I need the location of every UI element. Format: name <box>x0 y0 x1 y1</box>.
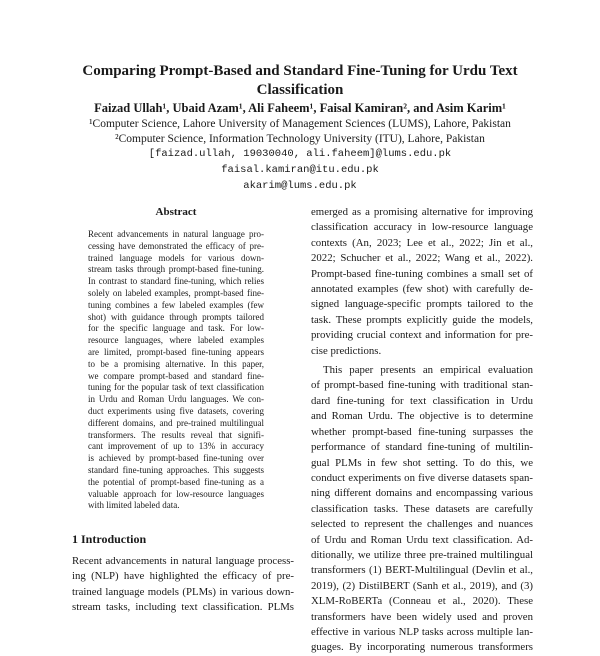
abstract-line: cant improvement of up to 13% in accuracy <box>88 441 264 452</box>
abstract-line: trained language models for various down- <box>88 252 264 263</box>
abstract-line: solely on labeled examples, prompt-based fine- <box>88 287 264 298</box>
title-line: Comparing Prompt-Based and Standard Fine-Tuning for Urdu Text <box>82 63 518 79</box>
abstract-line: shot) with guidance through prompts tailored <box>88 311 264 322</box>
abstract-line: Recent advancements in natural language pro- <box>88 229 264 239</box>
body-line: gual PLMs in few shot setting. To do this, we <box>311 456 533 469</box>
body-line: Recent advancements in natural language process- <box>72 555 294 567</box>
body-line: task. These prompts explicitly guide the models, <box>311 313 533 326</box>
abstract-body <box>88 229 264 512</box>
abstract-line: in Urdu and Roman Urdu languages. We con- <box>88 394 264 405</box>
body-line: XLM-RoBERTa (Conneau et al., 2020). These <box>311 595 533 608</box>
abstract-line: In contrast to standard fine-tuning, which relies <box>88 276 264 287</box>
body-line: providing crucial context and information for pre- <box>311 329 533 342</box>
abstract-line: valuable approach for low-resource languages <box>88 488 264 499</box>
abstract-line: duct experiments using five datasets, covering <box>88 405 264 416</box>
email-line: akarim@lums.edu.pk <box>243 180 357 192</box>
abstract-line: to be a promising alternative. In this paper, <box>88 358 264 369</box>
body-line: performance of standard fine-tuning of multilin- <box>311 441 533 454</box>
title-line: Classification <box>256 82 344 98</box>
body-line: Prompt-based fine-tuning combines a small set of <box>311 267 533 280</box>
abstract-line: cessing have demonstrated the efficacy of pre- <box>88 240 264 251</box>
email-line: [faizad.ullah, 19030040, ali.faheem]@lums.edu.pk <box>148 148 452 160</box>
body-line: transformers have been widely used and proven <box>311 610 533 623</box>
email-line: faisal.kamiran@itu.edu.pk <box>221 164 379 176</box>
paper-title <box>60 62 540 100</box>
author-list: Faizad Ullah¹, Ubaid Azam¹, Ali Faheem¹, Faisal Kamiran², and Asim Karim¹ <box>94 101 506 115</box>
body-line: contexts (An, 2023; Lee et al., 2022; Jin et al., <box>311 236 533 249</box>
body-line: emerged as a promising alternative for improving <box>311 206 533 218</box>
affiliation-2: ²Computer Science, Information Technology University (ITU), Lahore, Pakistan <box>115 133 485 145</box>
body-line: classification accuracy in low-resource language <box>311 221 533 234</box>
right-column-body <box>311 205 533 656</box>
body-line: whether prompt-based fine-tuning surpasses the <box>311 425 533 438</box>
body-line: transformers (1) BERT-Multilingual (Devlin et al., <box>311 564 533 577</box>
body-line: and Roman Urdu. The objective is to determine <box>311 410 533 423</box>
abstract-line: the potential of prompt-based fine-tuning as a <box>88 476 264 487</box>
body-line: dard fine-tuning for text classification in Urdu <box>311 394 533 407</box>
body-line: ing (NLP) have highlighted the efficacy of pre- <box>72 570 294 583</box>
body-line: effective in various NLP tasks across multiple lan- <box>311 625 533 638</box>
abstract-line: resource languages, where labeled examples <box>88 335 264 346</box>
body-line: ning different domains and encompassing various <box>311 487 533 500</box>
body-line: guages. By incorporating numerous transformers <box>311 641 533 654</box>
body-line: selected to represent the challenges and nuances <box>311 518 533 531</box>
body-line: stream tasks, including text classification. PLMs <box>72 601 294 614</box>
body-line: conduct experiments on five diverse datasets span- <box>311 471 533 484</box>
body-line: cise predictions. <box>311 344 382 357</box>
body-line: classification tasks. These datasets are carefully <box>311 502 533 515</box>
abstract-line: standard fine-tuning approaches. This suggests <box>88 464 264 475</box>
body-line: 2019), (2) DistilBERT (Sanh et al., 2019), and (3) <box>311 579 533 592</box>
abstract-line: tuning combines a few labeled examples (few <box>88 299 264 310</box>
introduction-body <box>72 554 294 616</box>
section-heading-introduction: 1 Introduction <box>72 532 147 546</box>
abstract-line: different domains, and pre-trained multilingual <box>88 417 264 428</box>
body-line: trained language models (PLMs) in various down- <box>72 585 294 598</box>
abstract-heading: Abstract <box>155 206 197 218</box>
abstract-line: for the specific language and task. For low- <box>88 323 264 334</box>
body-line: 2022; Schucher et al., 2022; Wang et al., 2022). <box>311 252 533 265</box>
abstract-line: are limited, prompt-based fine-tuning appears <box>88 346 264 357</box>
abstract-line: we compare prompt-based and standard fine- <box>88 370 264 381</box>
abstract-line: is achieved by prompt-based fine-tuning over <box>88 453 264 464</box>
body-line: signed language-specific prompts tailored to the <box>311 298 533 311</box>
body-line: of prompt-based fine-tuning with traditional stan- <box>311 379 533 392</box>
body-line: ditionally, we utilize three pre-trained multilingual <box>311 548 533 561</box>
body-line: of Urdu and Roman Urdu text classification. Ad- <box>311 533 533 546</box>
affiliation-1: ¹Computer Science, Lahore University of Management Sciences (LUMS), Lahore, Pakistan <box>89 118 511 130</box>
abstract-line: tuning for the popular task of text classification <box>88 382 264 393</box>
abstract-line: with limited labeled data. <box>88 500 180 511</box>
abstract-line: stream tasks through prompt-based fine-tuning. <box>88 264 264 275</box>
body-line: annotated examples (few shot) with carefully de- <box>311 283 533 296</box>
abstract-line: transformers. The results reveal that signifi- <box>88 429 264 440</box>
body-line: This paper presents an empirical evaluation <box>323 364 533 377</box>
